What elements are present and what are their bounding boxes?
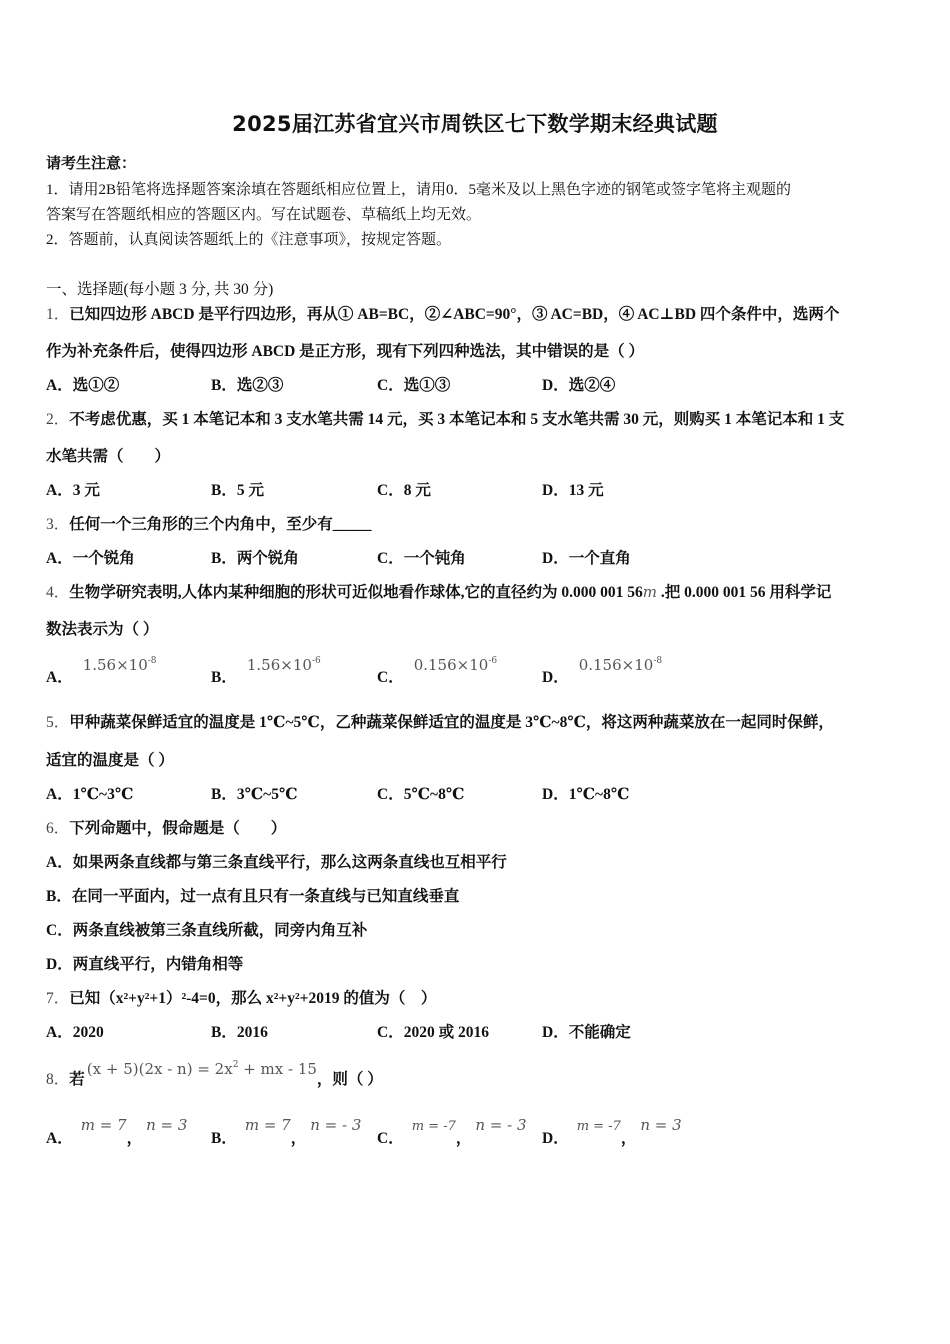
option-b[interactable] [211,656,321,687]
formula: $1.56\times 10^{-8}$ [82,656,157,674]
option-b[interactable]: B．5 元 [211,482,264,499]
question-5-line-1 [46,710,834,732]
option-c[interactable]: C．2020 或 2016 [377,1024,489,1041]
n-value: n = 3 [640,1116,682,1134]
question-2-line-2: 水笔共需（ ） [46,448,171,465]
m-value: m = -7 [576,1119,621,1134]
section-heading: 一、选择题(每小题 3 分, 共 30 分) [46,281,274,298]
notice-item-2: 2．答题前，认真阅读答题纸上的《注意事项》，按规定答题。 [46,232,452,248]
question-number: 8． [46,1071,70,1088]
option-label: D． [542,669,569,686]
notice-item-1-line-2: 答案写在答题纸相应的答题区内。写在试题卷、草稿纸上均无效。 [46,207,482,223]
option-a[interactable]: A．如果两条直线都与第三条直线平行，那么这两条直线也互相平行 [46,854,507,871]
option-b[interactable]: B．两个锐角 [211,550,299,567]
option-a[interactable]: A．m = 7，n = 3 [46,1116,188,1147]
option-b[interactable]: B．m = 7，n = - 3 [211,1116,362,1147]
option-b[interactable]: B．2016 [211,1024,268,1041]
option-a[interactable]: A．一个锐角 [46,550,135,567]
option-c[interactable]: C．5℃~8℃ [377,786,465,803]
option-d[interactable]: D．1℃~8℃ [542,786,630,803]
question-number: 1． [46,306,70,323]
option-a[interactable]: A．选①② [46,377,120,394]
question-number: 7． [46,990,70,1007]
notice-heading: 请考生注意： [46,156,137,172]
formula: $(x + 5)(2x - n) = 2x^2$ + mx - 15 [86,1060,317,1078]
option-a[interactable]: A．1℃~3℃ [46,786,134,803]
option-a[interactable] [46,656,157,687]
option-d[interactable] [542,656,663,687]
question-number: 4． [46,584,70,601]
option-label: D． [542,1130,569,1147]
question-number: 5． [46,714,70,731]
option-label: B． [211,669,237,686]
question-5-line-2: 适宜的温度是（ ） [46,752,174,769]
option-label: A． [46,1130,73,1147]
question-4-line-2: 数法表示为（ ） [46,621,159,638]
question-1-line-2: 作为补充条件后，使得四边形 ABCD 是正方形，现有下列四种选法，其中错误的是（ ） [46,343,645,360]
unit-symbol: m [642,583,658,601]
option-label: C． [377,669,404,686]
formula: $1.56\times 10^{-6}$ [246,656,321,674]
question-prefix: 若 [69,1071,85,1088]
question-text: 生物学研究表明,人体内某种细胞的形状可近似地看作球体,它的直径约为 0.000 001 56 [69,584,643,601]
n-value: n = 3 [146,1116,188,1134]
page-title: 2025届江苏省宜兴市周铁区七下数学期末经典试题 [232,112,718,136]
question-text: 不考虑优惠，买 1 本笔记本和 3 支水笔共需 14 元，买 3 本笔记本和 5 支水笔共需 30 元，则购买 1 本笔记本和 1 支 [69,411,845,428]
option-d[interactable]: D．$^{m = -7}$，n = 3 [542,1116,682,1147]
question-2-line-1 [46,407,844,429]
option-a[interactable]: A．3 元 [46,482,100,499]
option-c[interactable]: C．$^{m = -7}$，n = - 3 [377,1116,527,1147]
question-text: 已知四边形 ABCD 是平行四边形，再从① AB=BC，②∠ABC=90°，③ AC=BD，④ AC⊥BD 四个条件中，选两个 [69,306,840,323]
option-b[interactable]: B．3℃~5℃ [211,786,298,803]
question-text: 下列命题中，假命题是（ ） [69,820,287,837]
question-1-line-1 [46,302,839,324]
option-d[interactable]: D．13 元 [542,482,604,499]
question-7-line-1 [46,986,436,1008]
m-value: m = 7 [244,1116,291,1134]
option-c[interactable]: C．8 元 [377,482,431,499]
formula: $0.156\times 10^{-8}$ [578,656,663,674]
option-label: A． [46,669,73,686]
option-b[interactable]: B．在同一平面内，过一点有且只有一条直线与已知直线垂直 [46,888,460,905]
question-text: 已知（x²+y²+1）²-4=0，那么 x²+y²+2019 的值为（ ） [69,990,437,1007]
n-value: n = - 3 [310,1116,362,1134]
option-c[interactable] [377,656,498,687]
option-b[interactable]: B．选②③ [211,377,284,394]
question-3-line-1 [46,512,372,534]
option-a[interactable]: A．2020 [46,1024,104,1041]
option-d[interactable]: D．不能确定 [542,1024,631,1041]
question-number: 2． [46,411,70,428]
question-number: 3． [46,516,70,533]
notice-item-1-line-1: 1．请用2B铅笔将选择题答案涂填在答题纸相应位置上，请用0．5毫米及以上黑色字迹的钢笔或签字笔将主观题的 [46,182,792,198]
option-d[interactable]: D．两直线平行，内错角相等 [46,956,244,973]
m-value: m = -7 [411,1119,456,1134]
formula: $0.156\times 10^{-6}$ [413,656,498,674]
m-value: m = 7 [80,1116,127,1134]
option-label: B． [211,1130,237,1147]
option-c[interactable]: C．两条直线被第三条直线所截，同旁内角互补 [46,922,368,939]
question-text: 甲种蔬菜保鲜适宜的温度是 1℃~5℃，乙种蔬菜保鲜适宜的温度是 3℃~8℃，将这两种蔬菜放在一起同时保鲜， [69,714,834,731]
question-6-line-1 [46,816,286,838]
question-number: 6． [46,820,70,837]
n-value: n = - 3 [475,1116,527,1134]
option-c[interactable]: C．选①③ [377,377,451,394]
option-d[interactable]: D．一个直角 [542,550,631,567]
option-label: C． [377,1130,404,1147]
option-c[interactable]: C．一个钝角 [377,550,466,567]
question-4-line-1 [46,580,831,602]
option-d[interactable]: D．选②④ [542,377,616,394]
question-8-line-1 [46,1057,383,1087]
question-suffix: ，则（ ） [316,1071,383,1088]
question-text-cont: .把 0.000 001 56 用科学记 [657,584,832,601]
question-text: 任何一个三角形的三个内角中，至少有_____ [69,516,372,533]
